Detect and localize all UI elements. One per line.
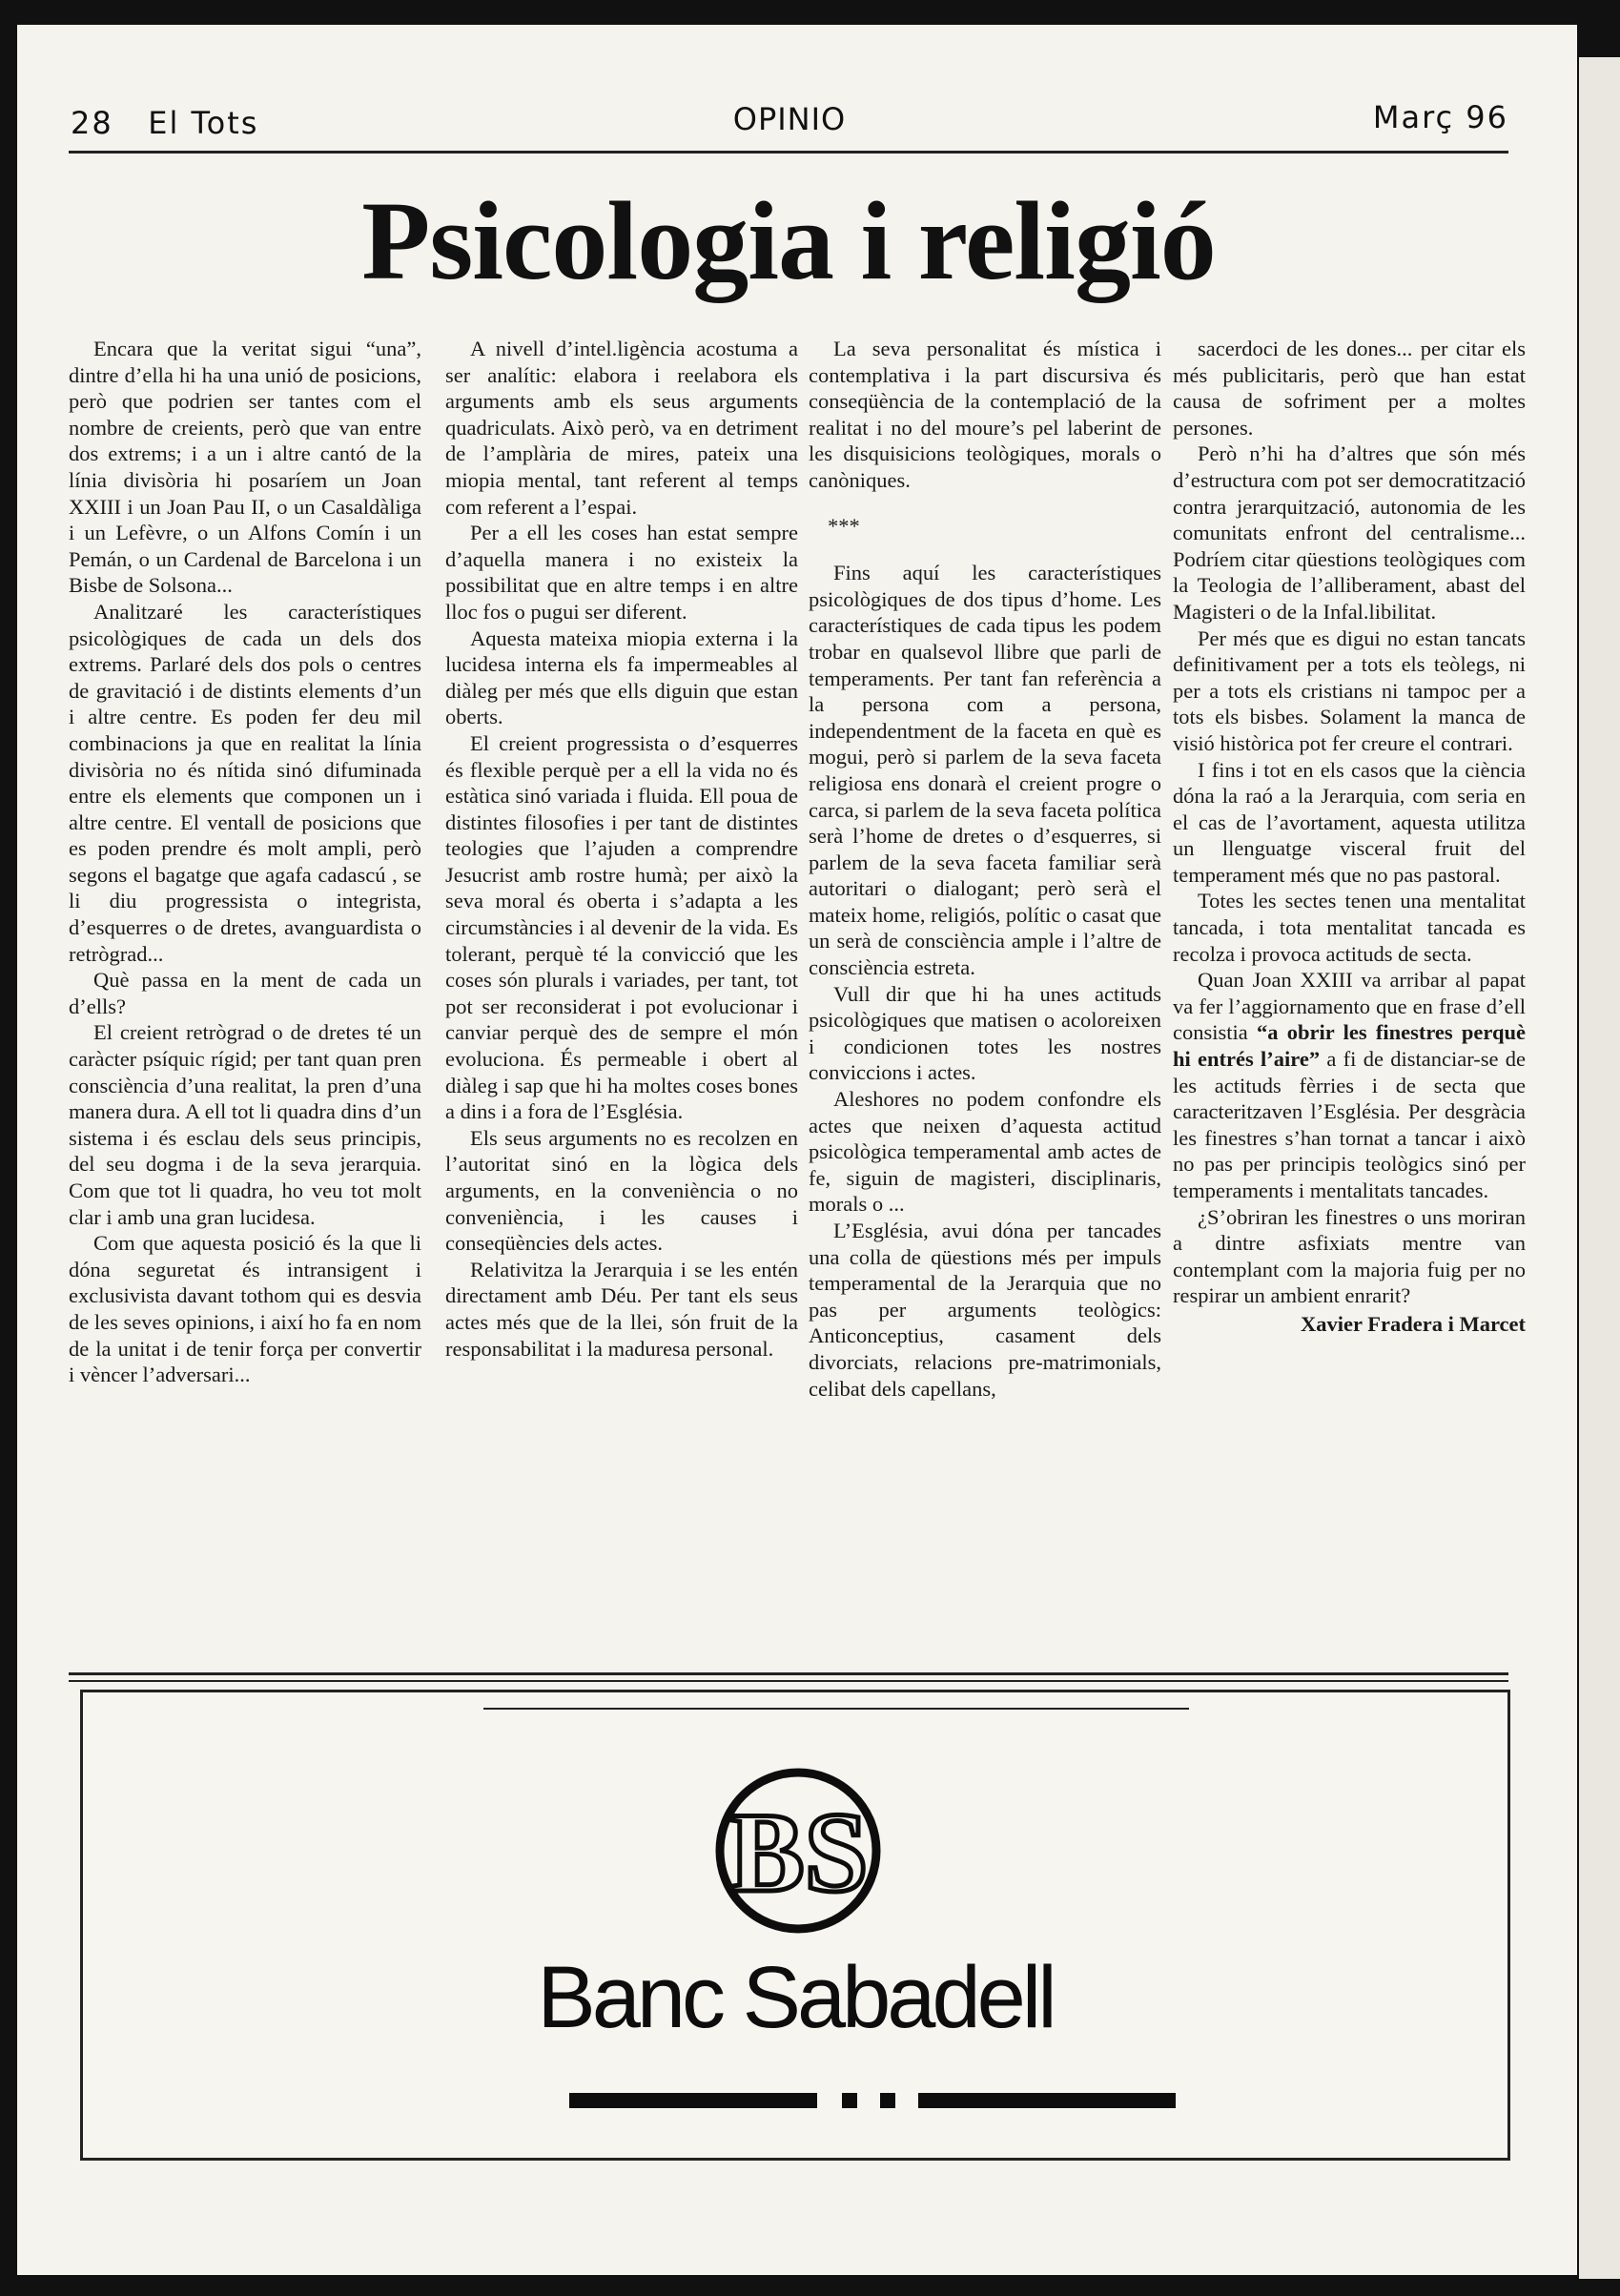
paragraph: L’Església, avui dóna per tancades una colla de qüestions més per impuls temperamental de la Jerarquia que no pas per arguments teològics: Anticonceptius, casament dels divorciats, relacions pre-matrimonials, celibat dels capellans, <box>809 1219 1161 1401</box>
article-column-3 <box>809 336 1161 1651</box>
section-rule <box>69 1680 1508 1682</box>
paragraph: Totes les sectes tenen una mentalitat tancada, i tota mentalitat tancada es recolza i provoca actituds de secta. <box>1173 889 1526 966</box>
brand-bar <box>880 2093 895 2108</box>
quote-bold: “a obrir les finestres perquè hi entrés l’aire” <box>1173 1020 1526 1072</box>
article-column-4 <box>1173 336 1526 1651</box>
paragraph: Però n’hi ha d’altres que són més d’estructura com pot ser democratització contra jerarquització, autonomia de les comunitats enfront del centralisme... Podríem citar qüestions teològiques com la Teologia de l’alliberament, abast del Magisteri o de la Infal.libilitat. <box>1173 441 1526 624</box>
issue-date: Març 96 <box>1372 99 1508 135</box>
paragraph: Com que aquesta posició és la que li dóna seguretat és intransigent i exclusivista davant tothom qui es desvia de les seves opinions, i així ho fa en nom de la unitat i de tenir força per convertir i vèncer l’adversari... <box>69 1231 421 1387</box>
paragraph: Què passa en la ment de cada un d’ells? <box>69 968 421 1018</box>
text-run: Quan Joan XXIII va arribar al papat va fer l’aggiornamento que en frase d’ell consistia <box>1173 968 1526 1045</box>
section-rule <box>69 1672 1508 1675</box>
paragraph: Fins aquí les característiques psicològiques de dos tipus d’home. Les característiques de cada tipus les podem trobar en qualsevol llibre que parli de temperaments. Per tant fan referència a la persona com a persona, independentment de la faceta en què es mogui, però si parlem de la seva faceta religiosa ens donarà el creient progre o carca, si parlem de la seva faceta política serà l’home de dretes o d’esquerres, si parlem de la seva faceta familiar serà autoritari o dialogant; però serà el mateix home, religiós, polític o casat que un serà de consciència ample i l’altre de consciència estreta. <box>809 561 1161 980</box>
advertisement <box>80 1690 1510 2161</box>
page-header <box>71 76 1508 143</box>
author-signature: Xavier Fradera i Marcet <box>1301 1311 1526 1336</box>
paragraph: Vull dir que hi ha unes actituds psicològiques que matisen o acoloreixen i condicionen totes les nostres conviccions i actes. <box>809 981 1161 1085</box>
paragraph: La seva personalitat és mística i contemplativa i la part discursiva és conseqüència de la contemplació de la realitat i no del moure’s pel laberint de les disquisicions teològiques, morals o canòniques. <box>809 337 1161 492</box>
paragraph: Per més que es digui no estan tancats definitivament per a tots els teòlegs, ni per a tots els cristians ni tampoc per a tots els bisbes. Solament la manca de visió històrica pot fer creure el contrari. <box>1173 625 1526 755</box>
paragraph: Els seus arguments no es recolzen en l’autoritat sinó en la lògica dels arguments, en la conveniència o no conveniència, i les causes i conseqüències dels actes. <box>445 1125 798 1256</box>
paragraph: Relativitza la Jerarquia i se les entén directament amb Déu. Per tant els seus actes més que de la llei, són fruit de la responsabilitat i la maduresa personal. <box>445 1257 798 1361</box>
header-rule <box>69 151 1508 154</box>
section-name: OPINIO <box>732 101 847 137</box>
article-title: Psicologia i religió <box>361 178 1216 303</box>
paragraph: Analitzaré les característiques psicològiques de cada un dels dos extrems. Parlaré dels dos pols o centres de gravitació i de distints elements d’un i altre centre. Es poden fer deu mil combinacions ja que en realitat la línia divisòria no és nítida sinó difuminada entre els elements que componen un i altre centre. El ventall de posicions que es poden prendre és molt ampli, però segons el bagatge que agafa cadascú , se li diu progressista o integrista, d’esquerres o de dretes, avanguardista o retrògrad... <box>69 599 421 966</box>
paragraph: Aleshores no podem confondre els actes que neixen d’aquesta actitud psicològica temperamental amb actes de fe, siguin de magisteri, disciplinaris, morals o ... <box>809 1087 1161 1217</box>
paragraph: sacerdoci de les dones... per citar els més publicitaris, però que han estat causa de sofriment per a moltes persones. <box>1173 337 1526 440</box>
logo-letters: BS <box>728 1789 869 1916</box>
next-page-edge <box>1579 57 1620 2279</box>
paragraph: I fins i tot en els casos que la ciència dóna la raó a la Jerarquia, com seria en el cas de l’avortament, aquesta utilitza un llenguatge visceral fruit del temperament més que no pas pastoral. <box>1173 757 1526 887</box>
brand-bar <box>918 2093 1176 2108</box>
paragraph: Encara que la veritat sigui “una”, dintre d’ella hi ha una unió de posicions, però que podrien ser tantes com el nombre de creients, però que van entre dos extrems; i a un i altre cantó de la línia divisòria hi posaríem un Joan XXIII i un Joan Pau II, o un Casaldàliga i un Lefèvre, o un Alfons Comín i un Pemán, o un Cardenal de Barcelona i un Bisbe de Solsona... <box>69 337 421 598</box>
brand-name: Banc Sabadell <box>537 1949 1054 2046</box>
magazine-name: El Tots <box>148 105 259 141</box>
brand-bar <box>569 2093 817 2108</box>
brand-bar <box>842 2093 857 2108</box>
paragraph: El creient progressista o d’esquerres és flexible perquè per a ell la vida no és estàtica sinó variada i fluida. Ell poua de distintes filosofies i per tant de distintes teologies que l’ajuden a comprendre Jesucrist amb rostre humà; per això la seva moral és oberta i s’adapta a les circumstàncies i al devenir de la vida. Es tolerant, perquè té la convicció que les coses són plurals i variades, per tant, tot pot ser reconsiderat i pot evolucionar i canviar perquè des de sempre el món evoluciona. És permeable i obert al diàleg i sap que hi ha moltes coses bones a dins i a fora de l’Església. <box>445 730 798 1124</box>
article-column-1 <box>69 336 421 1651</box>
page-number: 28 <box>71 105 113 141</box>
paragraph: ¿S’obriran les finestres o uns moriran a dintre asfixiats mentre van contemplant com la majoria fuig per no respirar un ambient enrarit? <box>1173 1204 1526 1308</box>
paragraph: A nivell d’intel.ligència acostuma a ser analític: elabora i reelabora els arguments amb els seus arguments quadriculats. Això però, va en detriment de l’amplària de mires, pateix una miopia mental, tant referent al temps com referent a l’espai. <box>445 337 798 519</box>
article-column-2 <box>445 336 798 1651</box>
section-separator: *** <box>828 513 860 538</box>
paragraph <box>1173 967 1526 1203</box>
text-run: a fi de distanciar-se de les actituds fèrries i de secta que caracteritzaven l’Església. Per desgràcia les finestres s’han tornat a tancar i això no pas per principis teològics sinó per temperaments i mentalitats tancades. <box>1173 1047 1526 1202</box>
paragraph: Per a ell les coses han estat sempre d’aquella manera i no existeix la possibilitat que en altre temps i en altre lloc fos o pugui ser diferent. <box>445 521 798 624</box>
ad-divider <box>483 1708 1189 1710</box>
paragraph: El creient retrògrad o de dretes té un caràcter psíquic rígid; per tant quan pren consciència d’una realitat, la pren d’una manera dura. A ell tot li quadra dins d’un sistema i és esclau dels seus principis, del seu dogma i de la seva jerarquia. Com que tot li quadra, ho veu tot molt clar i amb una gran lucidesa. <box>69 1020 421 1229</box>
banc-sabadell-logo-icon <box>712 1765 884 1937</box>
paragraph: Aquesta mateixa miopia externa i la lucidesa interna els fa impermeables al diàleg per més que ells diguin que estan oberts. <box>445 625 798 729</box>
